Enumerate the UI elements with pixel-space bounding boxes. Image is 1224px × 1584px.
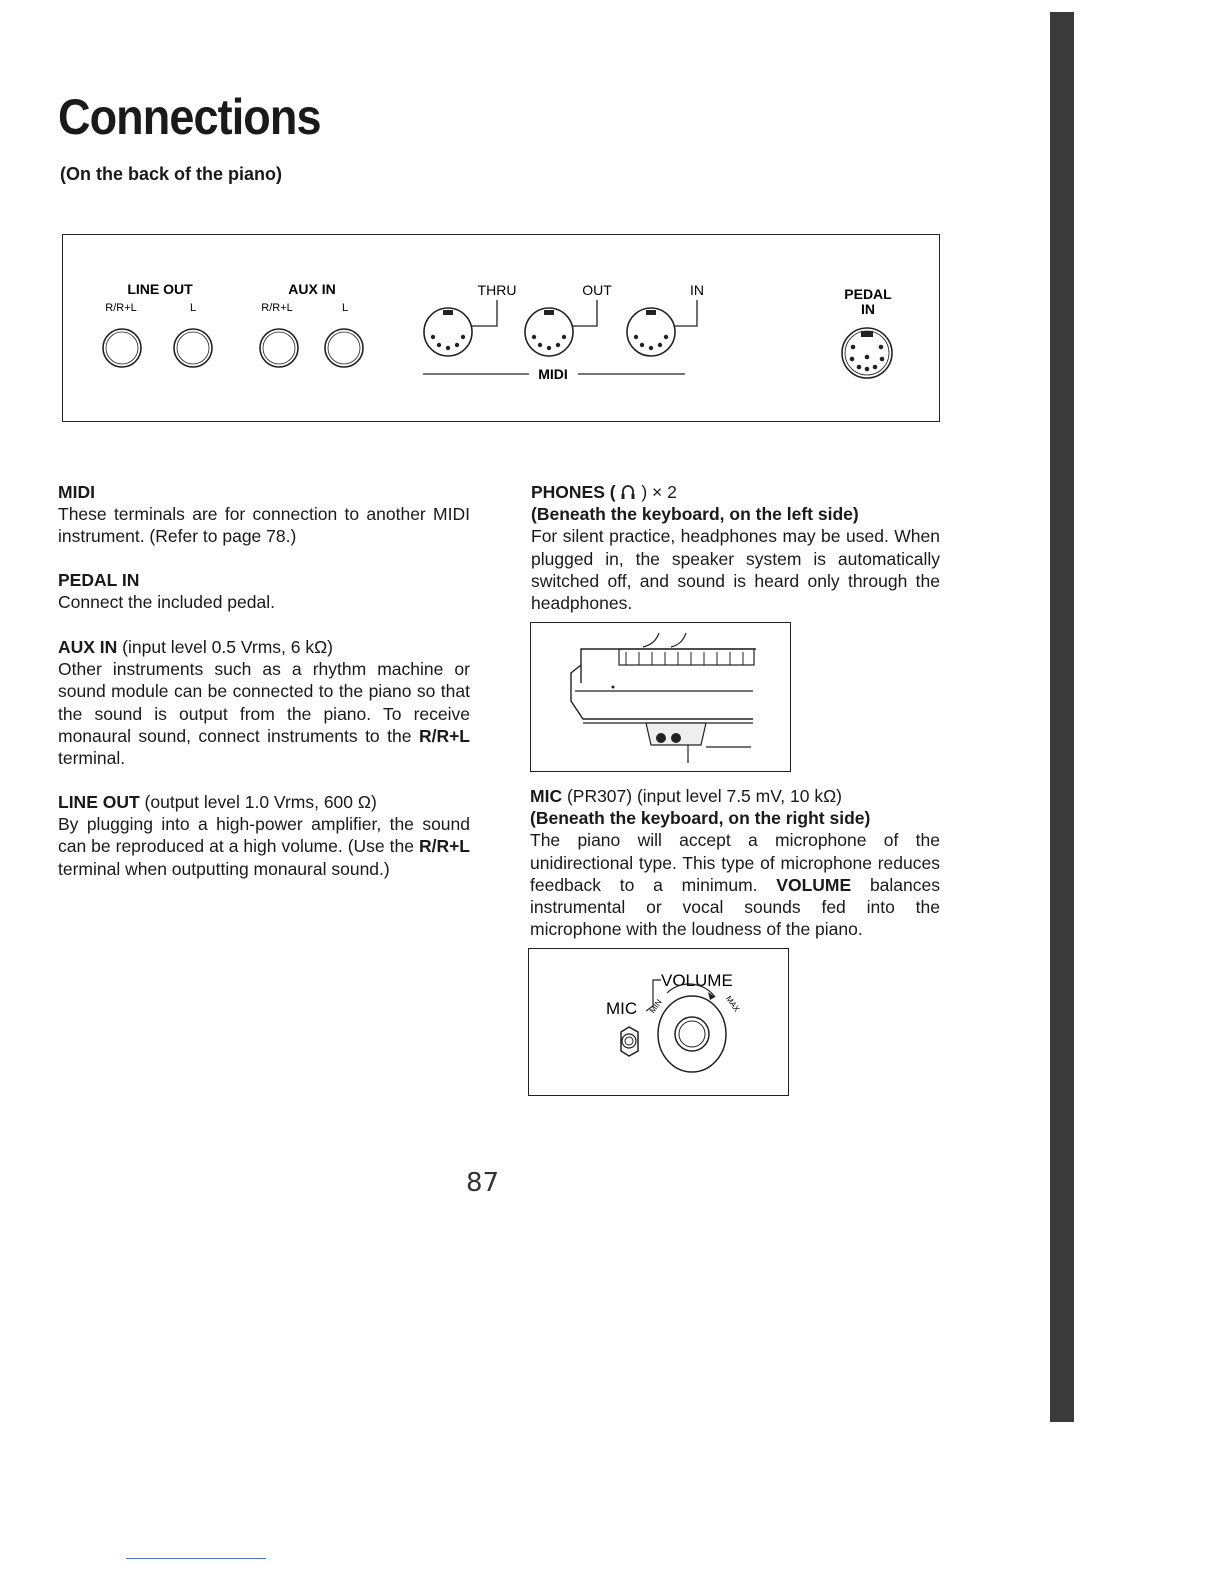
pedal-label-line2: IN [861,301,875,317]
midi-out-socket [525,300,597,356]
midi-heading: MIDI [58,482,95,502]
phones-location: (Beneath the keyboard, on the left side) [531,504,859,525]
line-out-heading-line [58,791,470,813]
midi-description: These terminals are for connection to another MIDI instrument. (Refer to page 78.) [58,504,470,547]
mic-location: (Beneath the keyboard, on the right side) [530,808,871,829]
line-out-terminal: R/R+L [418,836,470,857]
page-number: 87 [466,1168,500,1198]
mic-heading-line [530,785,940,807]
midi-thru-label: THRU [477,282,517,298]
back-panel-diagram [62,234,940,422]
line-out-r-jack [103,329,141,367]
page-subtitle: (On the back of the piano) [60,164,283,184]
mic-heading: MIC [530,786,563,806]
mic-description: The piano will accept a microphone of the unidirectional type. This type of microphone reduces feedback to a minimum. VOLUME balances instrumental or vocal sounds fed into the microphone with the loudness of the piano. [530,830,940,940]
line-out-label: LINE OUT [127,281,193,297]
aux-description: Other instruments such as a rhythm machine or sound module can be connected to the piano so that the sound is output from the piano. To receive monaural sound, connect instruments to the R/R+L terminal. [58,659,470,769]
aux-section [58,636,470,769]
aux-in-r-label: R/R+L [261,302,293,314]
aux-heading: AUX IN [58,637,118,657]
volume-knob [658,996,726,1072]
phones-figure [530,622,791,772]
mic-spec: (PR307) (input level 7.5 mV, 10 kΩ) [562,786,843,806]
phones-heading-line [531,481,940,503]
pedal-description: Connect the included pedal. [58,592,275,613]
mic-volume-term: VOLUME [776,874,852,895]
line-out-l-jack [174,329,212,367]
aux-in-l-jack [325,329,363,367]
aux-spec: (input level 0.5 Vrms, 6 kΩ) [117,637,334,657]
midi-out-label: OUT [582,282,612,298]
page-title: Connections [58,89,321,145]
midi-thru-socket [424,300,497,356]
headphones-icon [620,483,636,501]
page-edge-bar [1050,12,1074,1422]
aux-in-label: AUX IN [288,281,336,297]
footer-rule [126,1558,266,1559]
phones-section [531,481,940,614]
line-out-l-label: L [189,302,197,314]
pedal-section [58,569,470,613]
line-out-section [58,791,470,880]
line-out-description: By plugging into a high-power amplifier, the sound can be reproduced at a high volume. (Use the R/R+L terminal when outputting monaural sound.) [58,814,470,879]
aux-terminal: R/R+L [418,725,470,746]
fig-mic-label: MIC [606,999,638,1018]
mic-figure [528,948,789,1096]
keyboard-underside-drawing [531,623,789,770]
line-out-heading: LINE OUT [58,792,140,812]
pedal-heading: PEDAL IN [58,570,140,590]
midi-in-socket [627,300,697,356]
fig-max-label: MAX [724,994,742,1014]
line-out-r-label: R/R+L [105,302,137,314]
aux-in-l-label: L [341,302,349,314]
pedal-label-line1: PEDAL [844,286,892,302]
aux-in-r-jack [260,329,298,367]
phones-heading: PHONES ( [531,482,616,502]
line-out-spec: (output level 1.0 Vrms, 600 Ω) [139,792,377,812]
aux-heading-line [58,636,470,658]
mic-volume-drawing [529,949,787,1094]
phones-count: ) × 2 [641,482,677,502]
mic-section [530,785,940,940]
phones-description: For silent practice, headphones may be used. When plugged in, the speaker system is automatically switched off, and sound is heard only through the headphones. [531,526,940,614]
midi-in-label: IN [690,282,704,298]
midi-group-label: MIDI [538,366,568,382]
fig-volume-label: VOLUME [661,971,733,990]
fig-min-label: MIN [647,997,664,1015]
pedal-in-socket [842,328,892,378]
midi-section [58,481,470,548]
back-panel-svg [63,235,939,421]
